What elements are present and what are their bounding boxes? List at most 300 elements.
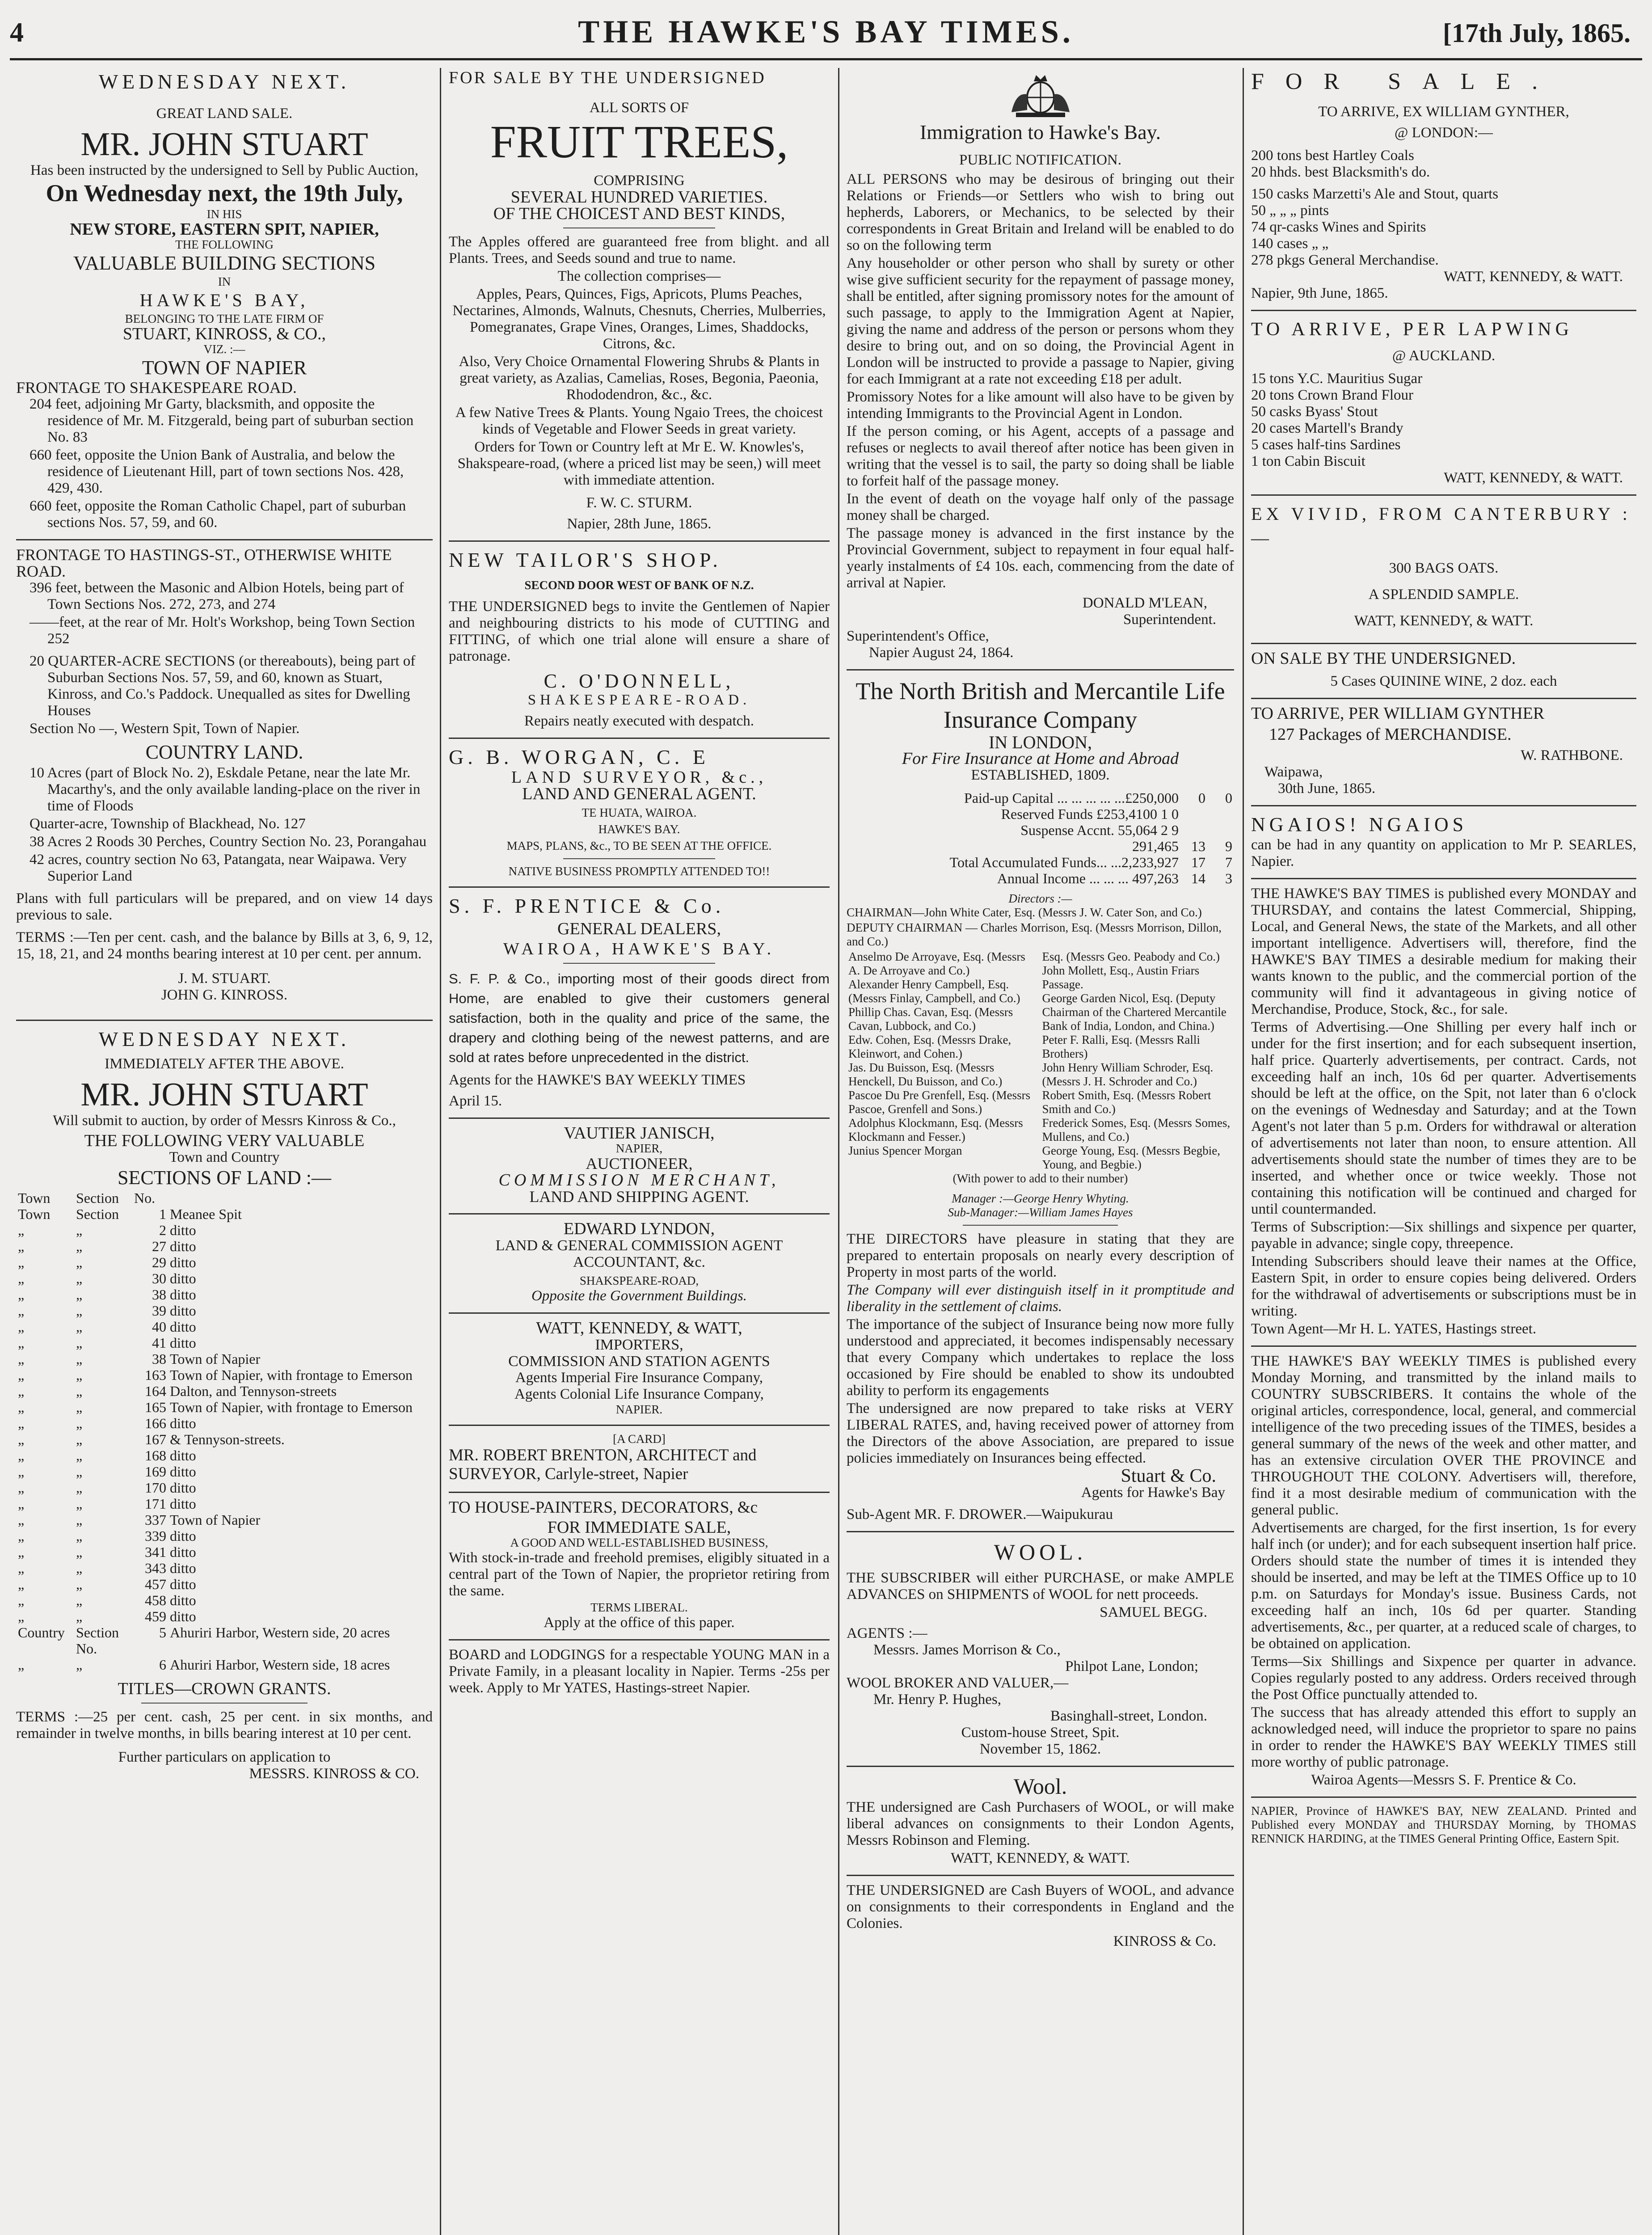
advert-text: Orders for Town or Country left at Mr E. W. Knowles's, Shakspeare-road, (where a priced list may be seen,) will meet with immediate attention. <box>457 439 821 488</box>
list-item: 5 cases half-tins Sardines <box>1251 437 1401 453</box>
advert-text: NAPIER, <box>615 1142 663 1155</box>
advert-heading: G. B. WORGAN, C. E <box>449 746 709 768</box>
divider <box>449 1118 830 1119</box>
lot-item: 20 QUARTER-ACRE SECTIONS (or thereabouts), being part of Suburban Sections Nos. 57, 59, and 60, known as Stuart, Kinross, and Co.'s Paddock. Unequalled as sites for Dwelling Houses <box>30 653 416 719</box>
advert-text: 5 Cases QUININE WINE, 2 doz. each <box>1330 673 1557 689</box>
advert-text: The collection comprises— <box>557 268 721 284</box>
table-cell: „ <box>76 1286 83 1303</box>
table-cell: 40 <box>152 1319 166 1335</box>
table-cell <box>1180 822 1207 838</box>
notice-date: Napier August 24, 1864. <box>869 645 1014 661</box>
table-cell: Reserved Funds £253,4100 1 0 <box>1001 806 1179 822</box>
section-heading: FRONTAGE TO HASTINGS-ST., OTHERWISE WHITE ROAD. <box>16 546 392 580</box>
lot-item: 660 feet, opposite the Union Bank of Australia, and below the residence of Lieutenant Hill, part of town sections Nos. 428, 429, 430. <box>30 447 404 496</box>
table-cell: Town of Napier, with frontage to Emerson <box>170 1399 413 1415</box>
table-cell: „ <box>76 1383 83 1399</box>
advertiser-name: EDWARD LYNDON, <box>563 1219 715 1238</box>
director-entry: Edw. Cohen, Esq. (Messrs Drake, Kleinwort, and Cohen.) <box>848 1033 1011 1060</box>
director-entry: Junius Spencer Morgan <box>848 1144 962 1157</box>
table-cell: 337 <box>145 1512 166 1528</box>
notice-hawkes-bay-times <box>1251 886 1636 1337</box>
table-cell: 171 <box>145 1496 166 1512</box>
table-cell: „ <box>76 1528 83 1544</box>
table-cell: 7 <box>1225 854 1232 870</box>
advert-text: Waipawa, <box>1264 764 1323 780</box>
advert-text: Will submit to auction, by order of Messrs Kinross & Co., <box>53 1113 396 1129</box>
divider <box>1251 698 1636 699</box>
table-cell: Annual Income ... ... ... 497,263 <box>997 870 1179 886</box>
advert-text: Also, Very Choice Ornamental Flowering Shrubs & Plants in great variety, as Azalias, Camelias, Roses, Begonia, Paeonia, Rhododendron, &c., &c. <box>459 354 820 403</box>
table-cell: 459 <box>145 1608 166 1624</box>
table-cell <box>1207 822 1234 838</box>
signature: DONALD M'LEAN, <box>1082 595 1207 611</box>
table-cell: „ <box>76 1319 83 1335</box>
table-cell: Suspense Accnt. 55,064 2 9 <box>1020 822 1179 838</box>
list-item: 50 „ „ „ pints <box>1251 202 1329 219</box>
divider <box>449 540 830 542</box>
table-row <box>16 1367 433 1383</box>
table-cell: „ <box>18 1351 25 1367</box>
advert-text: COMPRISING <box>594 173 685 189</box>
table-row <box>847 790 1234 806</box>
director-entry: John Henry William Schroder, Esq. (Messrs J. H. Schroder and Co.) <box>1042 1061 1214 1088</box>
lot-item: Section No —, Western Spit, Town of Napier. <box>30 721 300 737</box>
table-cell: 39 <box>152 1303 166 1319</box>
table-cell: ditto <box>170 1238 196 1254</box>
table-cell: Paid-up Capital ... ... ... ... ...£250,000 <box>964 790 1179 806</box>
advert-for-sale <box>1251 70 1636 302</box>
table-cell: „ <box>76 1657 83 1673</box>
advert-text: THE FOLLOWING <box>175 238 274 251</box>
list-item: 278 pkgs General Merchandise. <box>1251 252 1439 268</box>
lot-item: 10 Acres (part of Block No. 2), Eskdale Petane, near the late Mr. Macarthy's, and the only available landing-place on the river in time of Floods <box>30 765 421 814</box>
advert-text: With stock-in-trade and freehold premises, eligibly situated in a central part of the Town of Napier, the proprietor retiring from the same. <box>449 1550 830 1599</box>
table-cell: „ <box>18 1608 25 1624</box>
table-cell: „ <box>18 1254 25 1270</box>
table-cell: „ <box>76 1463 83 1480</box>
list-item: 20 cases Martell's Brandy <box>1251 420 1403 436</box>
advert-heading: TO HOUSE-PAINTERS, DECORATORS, &c <box>449 1498 758 1517</box>
table-row <box>16 1351 433 1367</box>
advert-text: Basinghall-street, London. <box>1050 1708 1207 1724</box>
table-cell: „ <box>76 1480 83 1496</box>
advert-insurance <box>847 677 1234 1523</box>
table-cell: ditto <box>170 1415 196 1431</box>
signature: JOHN G. KINROSS. <box>161 987 288 1003</box>
divider <box>1251 310 1636 311</box>
advert-heading: EX VIVID, FROM CANTERBURY :— <box>1251 504 1631 548</box>
advert-text: BELONGING TO THE LATE FIRM OF <box>125 312 324 325</box>
table-cell: „ <box>76 1335 83 1351</box>
table-cell: ditto <box>170 1335 196 1351</box>
table-cell: 29 <box>152 1254 166 1270</box>
table-row <box>16 1335 433 1351</box>
table-cell <box>1180 806 1207 822</box>
advert-text: HAWKE'S BAY, <box>139 290 309 310</box>
advert-text: The importance of the subject of Insurance being now more fully understood and appreciated, it becomes indispensably necessary that every Company which undertakes to replace the loss occasioned by Fire should be enabled to show its undoubted ability to perform its engagements <box>847 1316 1234 1399</box>
director-entry: Pascoe Du Pre Grenfell, Esq. (Messrs Pascoe, Grenfell and Sons.) <box>848 1088 1031 1116</box>
advert-text: A SPLENDID SAMPLE. <box>1368 586 1519 603</box>
advert-quinine <box>1251 650 1636 690</box>
advert-text: NAPIER. <box>615 1403 663 1416</box>
table-cell: 38 <box>152 1286 166 1303</box>
notice-text: The success that has already attended this effort to supply an acknowledged need, will induce the proprietor to spare no pains in order to render the HAWKE'S BAY WEEKLY TIMES still more worthy of public patronage. <box>1251 1704 1636 1770</box>
advert-commission-agent <box>449 1221 830 1304</box>
divider <box>847 669 1234 670</box>
table-row <box>16 1254 433 1270</box>
list-item: 15 tons Y.C. Mauritius Sugar <box>1251 371 1423 387</box>
column-2 <box>442 68 836 2235</box>
lot-item: Quarter-acre, Township of Blackhead, No. 127 <box>30 816 306 832</box>
table-cell: 457 <box>145 1576 166 1592</box>
table-cell: ditto <box>170 1496 196 1512</box>
table-cell: 0 <box>1198 790 1205 806</box>
advert-text: Plans with full particulars will be prepared, and on view 14 days previous to sale. <box>16 890 433 923</box>
notice-text: Terms of Subscription:—Six shillings and sixpence per quarter, payable in advance; single copy, threepence. <box>1251 1219 1636 1252</box>
notice-weekly-times <box>1251 1353 1636 1788</box>
section-heading: COUNTRY LAND. <box>145 741 303 763</box>
table-cell: ditto <box>170 1544 196 1560</box>
director-entry: Peter F. Ralli, Esq. (Messrs Ralli Brothers) <box>1042 1033 1200 1060</box>
table-cell: „ <box>76 1238 83 1254</box>
advert-subheading: LAND SURVEYOR, &c., <box>511 768 767 787</box>
advert-heading: TO ARRIVE, PER LAPWING <box>1251 319 1573 340</box>
notice-text: The passage money is advanced in the first instance by the Provincial Government, subject to repayment in four equal half-yearly instalments of £4 10s. each, commencing from the date of arrival at Napier. <box>847 525 1234 591</box>
column-4 <box>1245 68 1643 2235</box>
table-cell: ditto <box>170 1576 196 1592</box>
column-rule <box>838 68 839 2235</box>
divider <box>1251 643 1636 644</box>
table-cell: 167 <box>145 1431 166 1447</box>
advert-text: TE HUATA, WAIROA. <box>582 806 697 819</box>
advert-text: HAWKE'S BAY. <box>598 822 680 836</box>
notice-text: Wairoa Agents—Messrs S. F. Prentice & Co. <box>1311 1772 1576 1788</box>
divider <box>847 1875 1234 1876</box>
advert-text: ESTABLISHED, 1809. <box>971 767 1110 783</box>
advert-text: SEVERAL HUNDRED VARIETIES. <box>510 188 768 207</box>
director-entry: Esq. (Messrs Geo. Peabody and Co.) <box>1042 950 1220 963</box>
advert-fruit-trees <box>449 70 830 532</box>
table-cell: „ <box>18 1480 25 1496</box>
advert-heading: FOR SALE BY THE UNDERSIGNED <box>449 68 766 87</box>
advert-heading: FOR SALE. <box>1251 69 1559 94</box>
table-header: Section <box>76 1190 119 1206</box>
advert-date: Napier, 28th June, 1865. <box>567 516 712 532</box>
advert-text: TERMS LIBERAL. <box>590 1601 688 1614</box>
notice-text: Terms of Advertising.—One Shilling per every half inch or under for the first insertion; and for each subsequent insertion, half price. Quarterly advertisements, per contract. Cards, not exceeding half an inch, 10s 6d per quarter. Advertisements should be left at the office, on the Spit, not later than 6 o'clock on the evenings of Wednesday and Saturday; and at the Town Agent's not later than 5 p.m. Orders for withdrawal or alteration of advertisements not later than noon, to ensure attention. All advertisements should state the number of times they are to be inserted, and whether once or twice weekly. Those not containing this notification will be continued and charged for until countermanded. <box>1251 1019 1636 1217</box>
advert-text: Apples, Pears, Quinces, Figs, Apricots, Plums Peaches, Nectarines, Almonds, Walnuts, Chesnuts, Cherries, Mulberries, Pomegranates, Grape Vines, Oranges, Limes, Shaddocks, Citrons, &c. <box>452 286 826 352</box>
advert-text: Apply at the office of this paper. <box>544 1615 735 1631</box>
advert-text: STUART, KINROSS, & CO., <box>122 325 326 343</box>
table-cell: Town of Napier <box>170 1512 261 1528</box>
divider <box>847 1531 1234 1532</box>
table-row <box>847 854 1234 870</box>
advert-date: 30th June, 1865. <box>1278 780 1376 797</box>
table-row <box>16 1238 433 1254</box>
column-rule <box>1243 68 1244 2235</box>
advert-subheading: IMMEDIATELY AFTER THE ABOVE. <box>105 1056 344 1072</box>
masthead-rule <box>10 58 1642 60</box>
advert-text: MR. ROBERT BRENTON, ARCHITECT and SURVEYOR, Carlyle-street, Napier <box>449 1446 757 1483</box>
advert-text: ALL SORTS OF <box>589 100 689 116</box>
page-number: 4 <box>10 17 24 48</box>
advert-text: SHAKSPEARE-ROAD, <box>579 1274 699 1287</box>
divider <box>1251 494 1636 496</box>
printer-imprint: NAPIER, Province of HAWKE'S BAY, NEW ZEALAND. Printed and Published every MONDAY and THURSDAY Morning, by THOMAS RENNICK HARDING, at the TIMES General Printing Office, Eastern Spit. <box>1251 1804 1636 1845</box>
directors-list <box>847 950 1041 1172</box>
table-cell: ditto <box>170 1222 196 1238</box>
advert-heading: TO ARRIVE, PER WILLIAM GYNTHER <box>1251 704 1545 723</box>
advert-text: Repairs neatly executed with despatch. <box>524 713 754 729</box>
table-row <box>16 1592 433 1608</box>
table-cell: Country <box>18 1624 65 1640</box>
table-row <box>847 822 1234 838</box>
table-cell: ditto <box>170 1592 196 1608</box>
table-cell: 165 <box>145 1399 166 1415</box>
advert-subheading: SECOND DOOR WEST OF BANK OF N.Z. <box>524 578 754 592</box>
table-row <box>16 1608 433 1624</box>
list-item: 1 ton Cabin Biscuit <box>1251 453 1365 469</box>
section-heading: TOWN OF NAPIER <box>142 357 307 379</box>
advert-land-sale <box>16 70 433 1004</box>
table-cell: „ <box>76 1222 83 1238</box>
divider <box>847 1766 1234 1767</box>
table-cell: „ <box>18 1319 25 1335</box>
advert-importers <box>449 1320 830 1417</box>
advert-subheading: GREAT LAND SALE. <box>156 105 293 122</box>
table-cell: „ <box>18 1383 25 1399</box>
advert-subheading: IN LONDON, <box>988 732 1092 752</box>
list-item: 140 cases „ „ <box>1251 236 1329 252</box>
advert-text: Town and Country <box>169 1149 280 1165</box>
lot-item: 38 Acres 2 Roods 30 Perches, Country Section No. 23, Porangahau <box>30 834 427 850</box>
table-row <box>16 1286 433 1303</box>
list-item: 150 casks Marzetti's Ale and Stout, quarts <box>1251 186 1499 202</box>
advert-auctioneer <box>449 1125 830 1205</box>
notice-immigration <box>847 70 1234 661</box>
table-cell: Ahuriri Harbor, Western side, 18 acres <box>170 1657 390 1673</box>
directors-list <box>1041 950 1235 1172</box>
table-cell: „ <box>18 1415 25 1431</box>
table-row <box>16 1544 433 1560</box>
advert-text: Messrs. James Morrison & Co., <box>873 1642 1061 1658</box>
table-row <box>16 1463 433 1480</box>
table-row <box>16 1319 433 1335</box>
table-row <box>16 1303 433 1319</box>
table-row <box>16 1399 433 1415</box>
table-cell: 1 <box>159 1206 166 1222</box>
notice-text: In the event of death on the voyage half only of the passage money shall be charged. <box>847 491 1234 523</box>
table-cell: „ <box>18 1238 25 1254</box>
auctioneer-name: MR. JOHN STUART <box>80 1076 368 1113</box>
table-row <box>16 1512 433 1528</box>
masthead <box>0 0 1652 67</box>
divider <box>1251 805 1636 806</box>
divider <box>449 886 830 888</box>
table-row <box>16 1624 433 1657</box>
divider <box>563 858 716 859</box>
advert-text: THE UNDERSIGNED are Cash Buyers of WOOL, and advance on consignments to their correspondents in England and the Colonies. <box>847 1882 1234 1931</box>
advert-heading: ON SALE BY THE UNDERSIGNED. <box>1251 649 1516 668</box>
column-1 <box>10 68 439 2235</box>
advert-title: FRUIT TREES, <box>490 116 788 168</box>
divider <box>1251 1345 1636 1347</box>
signature: Superintendent. <box>1123 611 1216 628</box>
advert-text: For Fire Insurance at Home and Abroad <box>902 749 1179 768</box>
advert-text: CHAIRMAN—John White Cater, Esq. (Messrs J. W. Cater Son, and Co.) <box>847 906 1202 919</box>
advert-text: THE undersigned are Cash Purchasers of WOOL, or will make liberal advances on consignments to their London Agents, Messrs Robinson and Fleming. <box>847 1799 1234 1848</box>
advert-text: 300 BAGS OATS. <box>1389 560 1499 576</box>
table-cell: ditto <box>170 1463 196 1480</box>
table-cell: Total Accumulated Funds... ...2,233,927 <box>949 854 1179 870</box>
table-row <box>16 1576 433 1592</box>
advert-text: NEW STORE, EASTERN SPIT, NAPIER, <box>70 220 379 239</box>
notice-text: Advertisements are charged, for the first insertion, 1s for every half inch (or under); and for each subsequent insertion half price. Orders should state the number of times it is intended they should be inserted, and may be left at the TIMES Office up to 10 p.m. on Saturdays for Monday's issue. Business Cards, not exceeding half an inch, 10s 6d per quarter. Standing advertisements, &c., per quarter, at a reduced scale of charges, to be obtained on application. <box>1251 1520 1636 1652</box>
lot-item: 204 feet, adjoining Mr Garty, blacksmith, and opposite the residence of Mr. M. Fitzgerald, being part of suburban section No. 83 <box>30 396 414 445</box>
table-cell: Ahuriri Harbor, Western side, 20 acres <box>170 1624 390 1640</box>
advert-text: can be had in any quantity on application to Mr P. SEARLES, Napier. <box>1251 837 1636 869</box>
advert-text: The undersigned are now prepared to take risks at VERY LIBERAL RATES, and, having received power of attorney from the Directors of the above Association, are prepared to issue policies immediately on Insurances being effected. <box>847 1400 1234 1466</box>
table-row <box>16 1447 433 1463</box>
list-item: 20 hhds. best Blacksmith's do. <box>1251 164 1430 180</box>
table-cell: 164 <box>145 1383 166 1399</box>
table-row <box>847 870 1234 886</box>
advert-text: The Apples offered are guaranteed free from blight. and all Plants. Trees, and Seeds sound and true to name. <box>449 234 830 266</box>
advert-text: The Company will ever distinguish itself in it promptitude and liberality in the settlement of claims. <box>847 1282 1234 1315</box>
table-cell: 2 <box>159 1222 166 1238</box>
director-entry: Phillip Chas. Cavan, Esq. (Messrs Cavan, Lubbock, and Co.) <box>848 1005 1013 1033</box>
lot-item: 396 feet, between the Masonic and Albion Hotels, being part of Town Sections Nos. 272, 273, and 274 <box>30 580 404 612</box>
advert-title: WOOL. <box>994 1539 1087 1564</box>
director-entry: Frederick Somes, Esq. (Messrs Somes, Mullens, and Co.) <box>1042 1116 1231 1143</box>
advert-tailor <box>449 548 830 730</box>
advert-text: WOOL BROKER AND VALUER,— <box>847 1675 1069 1691</box>
table-cell: „ <box>18 1496 25 1512</box>
signature: WATT, KENNEDY, & WATT. <box>1354 613 1534 629</box>
advert-subheading: @ AUCKLAND. <box>1392 348 1496 364</box>
advert-text: SHAKESPEARE-ROAD. <box>527 692 751 708</box>
table-row <box>847 806 1234 822</box>
table-header: No. <box>134 1190 156 1206</box>
director-entry: George Garden Nicol, Esq. (Deputy Chairman of the Chartered Mercantile Bank of India, London, and China.) <box>1042 991 1226 1033</box>
table-row <box>847 838 1234 854</box>
advert-date: November 15, 1862. <box>979 1741 1101 1757</box>
advert-ngaios <box>1251 813 1636 870</box>
table-header: Town <box>18 1190 51 1206</box>
table-cell: „ <box>18 1544 25 1560</box>
signature: MESSRS. KINROSS & CO. <box>249 1766 419 1782</box>
advert-date: April 15. <box>449 1093 502 1109</box>
table-cell: „ <box>18 1399 25 1415</box>
advert-text: AGENTS :— <box>847 1625 927 1641</box>
advert-text: IN HIS <box>206 207 242 221</box>
advert-heading: S. F. PRENTICE & Co. <box>449 894 725 917</box>
advert-heading: NEW TAILOR'S SHOP. <box>449 548 722 571</box>
advert-surveyor <box>449 745 830 878</box>
advert-subheading: GENERAL DEALERS, <box>557 919 721 938</box>
advert-text: 127 Packages of MERCHANDISE. <box>1269 725 1512 744</box>
table-cell: „ <box>18 1463 25 1480</box>
table-cell: „ <box>76 1560 83 1576</box>
table-cell: „ <box>18 1335 25 1351</box>
director-entry: Anselmo De Arroyave, Esq. (Messrs A. De Arroyave and Co.) <box>848 950 1025 977</box>
table-cell: 168 <box>145 1447 166 1463</box>
column-rule <box>440 68 441 2235</box>
table-cell: 13 <box>1191 838 1205 854</box>
list-item: 50 casks Byass' Stout <box>1251 404 1378 420</box>
advert-text: Sub-Agent MR. F. DROWER.—Waipukurau <box>847 1506 1113 1522</box>
advert-text: Philpot Lane, London; <box>1065 1658 1198 1674</box>
advert-rathbone <box>1251 705 1636 797</box>
director-entry: Alexander Henry Campbell, Esq. (Messrs Finlay, Campbell, and Co.) <box>848 978 1020 1005</box>
table-cell: 458 <box>145 1592 166 1608</box>
table-cell: „ <box>76 1512 83 1528</box>
advert-text: @ LONDON:— <box>1394 125 1493 141</box>
table-cell: 27 <box>152 1238 166 1254</box>
divider <box>16 539 433 540</box>
table-row <box>16 1496 433 1512</box>
advert-text: (With power to add to their number) <box>952 1172 1128 1185</box>
divider <box>1251 1796 1636 1798</box>
divider <box>563 963 716 964</box>
table-cell: ditto <box>170 1480 196 1496</box>
signature: SAMUEL BEGG. <box>1100 1604 1207 1620</box>
divider <box>16 1020 433 1021</box>
table-cell: 38 <box>152 1351 166 1367</box>
table-cell: ditto <box>170 1560 196 1576</box>
advert-text: COMMISSION MERCHANT, <box>498 1171 780 1189</box>
director-entry: Adolphus Klockmann, Esq. (Messrs Klockmann and Fesser.) <box>848 1116 1023 1143</box>
signature: J. M. STUART. <box>178 970 271 987</box>
advert-text: DEPUTY CHAIRMAN — Charles Morrison, Esq. (Messrs Morrison, Dillon, and Co.) <box>847 921 1222 948</box>
advertiser-name: WATT, KENNEDY, & WATT, <box>536 1319 742 1337</box>
table-cell: „ <box>18 1222 25 1238</box>
table-row <box>16 1480 433 1496</box>
table-cell: Section <box>76 1206 119 1222</box>
table-cell: 3 <box>1225 870 1232 886</box>
advert-text: Sub-Manager:—William James Hayes <box>948 1206 1133 1219</box>
table-cell: ditto <box>170 1319 196 1335</box>
table-cell: Town of Napier <box>170 1351 261 1367</box>
advert-text: NATIVE BUSINESS PROMPTLY ATTENDED TO!! <box>508 864 770 878</box>
advert-title: Wool. <box>1013 1774 1067 1799</box>
table-row <box>16 1657 433 1673</box>
advert-text: ACCOUNTANT, &c. <box>573 1254 705 1270</box>
table-cell: „ <box>76 1367 83 1383</box>
advert-heading: WEDNESDAY NEXT. <box>98 1028 350 1050</box>
table-cell: Dalton, and Tennyson-streets <box>170 1383 337 1399</box>
advert-heading: WEDNESDAY NEXT. <box>98 70 350 93</box>
advert-text: VALUABLE BUILDING SECTIONS <box>73 252 376 274</box>
table-cell: „ <box>76 1496 83 1512</box>
advert-text: VIZ. :— <box>203 342 245 356</box>
table-cell: ditto <box>170 1608 196 1624</box>
notice-text: Any householder or other person who shall by surety or other wise give sufficient security for the repayment of passage money, shall be entitled, after signing promissory notes for the amount of such passage, to apply to the Immigration Agent at Napier, giving the name and address of the person or persons whom they desire to bring out, and on so doing, the Provincial Agent in London will be instructed to provide a passage to Napier, giving for each Immigrant at a rate not exceeding £18 per adult. <box>847 255 1234 387</box>
table-cell: 30 <box>152 1270 166 1286</box>
section-heading: FRONTAGE TO SHAKESPEARE ROAD. <box>16 379 297 396</box>
table-cell: „ <box>18 1270 25 1286</box>
notice-text: Superintendent's Office, <box>847 628 989 644</box>
table-cell: „ <box>76 1447 83 1463</box>
auctioneer-name: MR. JOHN STUART <box>80 126 368 163</box>
director-entry: Robert Smith, Esq. (Messrs Robert Smith and Co.) <box>1042 1088 1211 1116</box>
table-cell: „ <box>18 1560 25 1576</box>
notice-text: ALL PERSONS who may be desirous of bringing out their Relations or Friends—or Settlers who wish to bring out hepherds, Laborers, or Mechanics, to be selected by their correspondents in Great Britain and Ireland will be enabled to do so on the following term <box>847 171 1234 253</box>
advert-wool <box>847 1539 1234 1758</box>
table-cell: & Tennyson-streets. <box>170 1431 285 1447</box>
table-cell: 41 <box>152 1335 166 1351</box>
notice-text: Promissory Notes for a like amount will also have to be given by intending Immigrants to the Provincial Agent in London. <box>847 389 1234 422</box>
